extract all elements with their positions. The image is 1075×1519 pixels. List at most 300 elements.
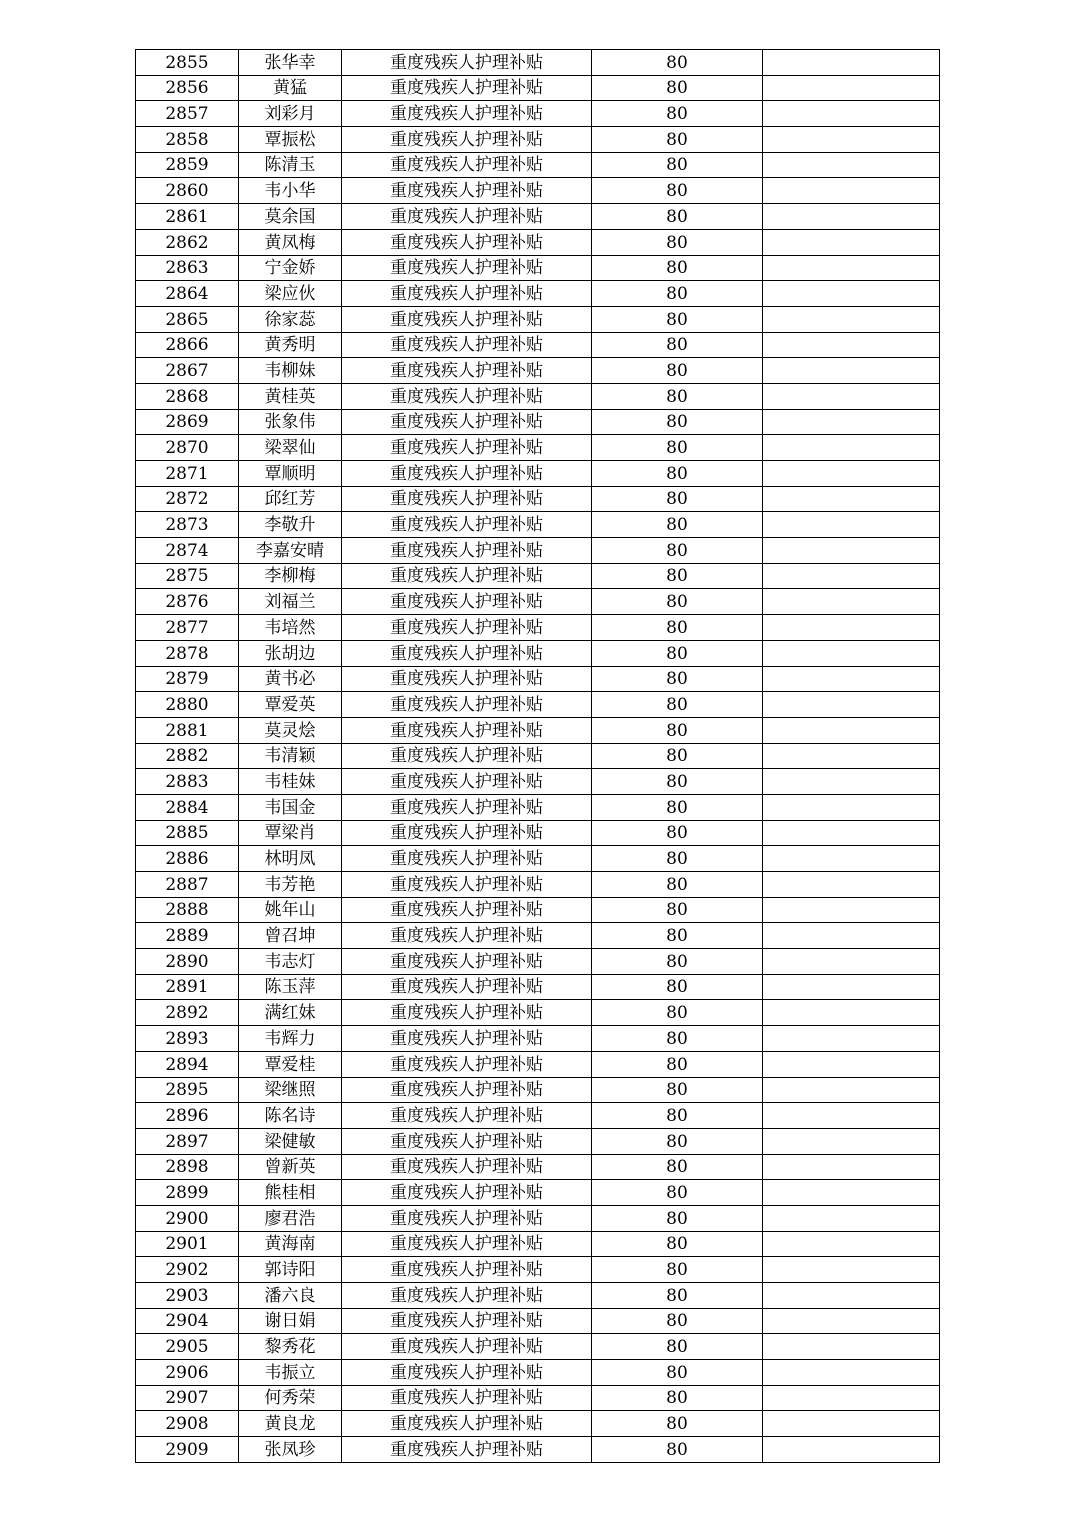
name-cell: 韦桂妹: [239, 769, 342, 795]
row-number-cell: 2865: [136, 306, 239, 332]
table-row: [136, 923, 940, 949]
table-row: [136, 383, 940, 409]
subsidy-item-cell: 重度残疾人护理补贴: [342, 538, 592, 564]
subsidy-item-cell: 重度残疾人护理补贴: [342, 178, 592, 204]
table-row: [136, 204, 940, 230]
subsidy-item-cell: 重度残疾人护理补贴: [342, 1000, 592, 1026]
subsidy-item-cell: 重度残疾人护理补贴: [342, 1128, 592, 1154]
note-cell: [763, 229, 940, 255]
amount-cell: 80: [592, 383, 763, 409]
table-row: [136, 1437, 940, 1463]
note-cell: [763, 1000, 940, 1026]
table-row: [136, 1077, 940, 1103]
subsidy-item-cell: 重度残疾人护理补贴: [342, 229, 592, 255]
row-number-cell: 2862: [136, 229, 239, 255]
table-row: [136, 872, 940, 898]
note-cell: [763, 306, 940, 332]
subsidy-item-cell: 重度残疾人护理补贴: [342, 435, 592, 461]
amount-cell: 80: [592, 461, 763, 487]
subsidy-item-cell: 重度残疾人护理补贴: [342, 692, 592, 718]
subsidy-item-cell: 重度残疾人护理补贴: [342, 50, 592, 76]
amount-cell: 80: [592, 769, 763, 795]
table-row: [136, 75, 940, 101]
note-cell: [763, 178, 940, 204]
name-cell: 黄秀明: [239, 332, 342, 358]
document-page: [135, 49, 939, 1463]
table-row: [136, 1308, 940, 1334]
row-number-cell: 2874: [136, 538, 239, 564]
note-cell: [763, 794, 940, 820]
table-row: [136, 1154, 940, 1180]
row-number-cell: 2855: [136, 50, 239, 76]
table-row: [136, 50, 940, 76]
note-cell: [763, 1257, 940, 1283]
subsidy-item-cell: 重度残疾人护理补贴: [342, 897, 592, 923]
row-number-cell: 2858: [136, 127, 239, 153]
name-cell: 黎秀花: [239, 1334, 342, 1360]
note-cell: [763, 717, 940, 743]
row-number-cell: 2857: [136, 101, 239, 127]
row-number-cell: 2896: [136, 1103, 239, 1129]
subsidy-item-cell: 重度残疾人护理补贴: [342, 846, 592, 872]
name-cell: 邱红芳: [239, 486, 342, 512]
subsidy-item-cell: 重度残疾人护理补贴: [342, 949, 592, 975]
note-cell: [763, 75, 940, 101]
table-row: [136, 281, 940, 307]
note-cell: [763, 255, 940, 281]
amount-cell: 80: [592, 332, 763, 358]
note-cell: [763, 666, 940, 692]
name-cell: 韦柳妹: [239, 358, 342, 384]
table-row: [136, 1334, 940, 1360]
subsidy-item-cell: 重度残疾人护理补贴: [342, 1411, 592, 1437]
subsidy-item-cell: 重度残疾人护理补贴: [342, 1360, 592, 1386]
table-row: [136, 640, 940, 666]
subsidy-item-cell: 重度残疾人护理补贴: [342, 101, 592, 127]
table-row: [136, 1257, 940, 1283]
table-row: [136, 332, 940, 358]
subsidy-item-cell: 重度残疾人护理补贴: [342, 306, 592, 332]
note-cell: [763, 486, 940, 512]
name-cell: 韦培然: [239, 615, 342, 641]
name-cell: 张凤珍: [239, 1437, 342, 1463]
table-row: [136, 306, 940, 332]
amount-cell: 80: [592, 127, 763, 153]
subsidy-item-cell: 重度残疾人护理补贴: [342, 666, 592, 692]
amount-cell: 80: [592, 358, 763, 384]
note-cell: [763, 538, 940, 564]
name-cell: 刘彩月: [239, 101, 342, 127]
amount-cell: 80: [592, 615, 763, 641]
row-number-cell: 2909: [136, 1437, 239, 1463]
note-cell: [763, 1128, 940, 1154]
table-row: [136, 974, 940, 1000]
note-cell: [763, 1231, 940, 1257]
note-cell: [763, 1437, 940, 1463]
amount-cell: 80: [592, 1231, 763, 1257]
table-row: [136, 1103, 940, 1129]
table-row: [136, 1205, 940, 1231]
row-number-cell: 2859: [136, 152, 239, 178]
table-row: [136, 1231, 940, 1257]
name-cell: 梁继照: [239, 1077, 342, 1103]
name-cell: 韦芳艳: [239, 872, 342, 898]
subsidy-item-cell: 重度残疾人护理补贴: [342, 589, 592, 615]
name-cell: 黄海南: [239, 1231, 342, 1257]
name-cell: 莫灵烩: [239, 717, 342, 743]
note-cell: [763, 1308, 940, 1334]
note-cell: [763, 949, 940, 975]
table-row: [136, 897, 940, 923]
subsidy-item-cell: 重度残疾人护理补贴: [342, 1180, 592, 1206]
table-row: [136, 152, 940, 178]
amount-cell: 80: [592, 486, 763, 512]
table-row: [136, 1360, 940, 1386]
note-cell: [763, 1334, 940, 1360]
amount-cell: 80: [592, 563, 763, 589]
row-number-cell: 2871: [136, 461, 239, 487]
subsidy-item-cell: 重度残疾人护理补贴: [342, 461, 592, 487]
subsidy-item-cell: 重度残疾人护理补贴: [342, 358, 592, 384]
subsidy-item-cell: 重度残疾人护理补贴: [342, 1154, 592, 1180]
subsidy-item-cell: 重度残疾人护理补贴: [342, 1283, 592, 1309]
table-row: [136, 1180, 940, 1206]
table-row: [136, 461, 940, 487]
amount-cell: 80: [592, 794, 763, 820]
name-cell: 覃爱桂: [239, 1051, 342, 1077]
table-row: [136, 101, 940, 127]
table-row: [136, 692, 940, 718]
name-cell: 刘福兰: [239, 589, 342, 615]
table-row: [136, 949, 940, 975]
row-number-cell: 2902: [136, 1257, 239, 1283]
subsidy-item-cell: 重度残疾人护理补贴: [342, 769, 592, 795]
table-row: [136, 538, 940, 564]
amount-cell: 80: [592, 1360, 763, 1386]
subsidy-item-cell: 重度残疾人护理补贴: [342, 563, 592, 589]
name-cell: 梁健敏: [239, 1128, 342, 1154]
name-cell: 韦振立: [239, 1360, 342, 1386]
amount-cell: 80: [592, 923, 763, 949]
subsidy-item-cell: 重度残疾人护理补贴: [342, 1257, 592, 1283]
row-number-cell: 2872: [136, 486, 239, 512]
table-row: [136, 255, 940, 281]
row-number-cell: 2883: [136, 769, 239, 795]
amount-cell: 80: [592, 435, 763, 461]
table-row: [136, 178, 940, 204]
row-number-cell: 2879: [136, 666, 239, 692]
table-row: [136, 1128, 940, 1154]
subsidy-item-cell: 重度残疾人护理补贴: [342, 820, 592, 846]
name-cell: 陈玉萍: [239, 974, 342, 1000]
subsidy-item-cell: 重度残疾人护理补贴: [342, 1231, 592, 1257]
amount-cell: 80: [592, 409, 763, 435]
table-row: [136, 820, 940, 846]
note-cell: [763, 1360, 940, 1386]
amount-cell: 80: [592, 897, 763, 923]
amount-cell: 80: [592, 1026, 763, 1052]
row-number-cell: 2860: [136, 178, 239, 204]
amount-cell: 80: [592, 589, 763, 615]
amount-cell: 80: [592, 512, 763, 538]
subsidy-item-cell: 重度残疾人护理补贴: [342, 281, 592, 307]
note-cell: [763, 409, 940, 435]
row-number-cell: 2906: [136, 1360, 239, 1386]
note-cell: [763, 383, 940, 409]
note-cell: [763, 1026, 940, 1052]
note-cell: [763, 1103, 940, 1129]
name-cell: 姚年山: [239, 897, 342, 923]
amount-cell: 80: [592, 1437, 763, 1463]
name-cell: 郭诗阳: [239, 1257, 342, 1283]
row-number-cell: 2886: [136, 846, 239, 872]
amount-cell: 80: [592, 1180, 763, 1206]
note-cell: [763, 281, 940, 307]
row-number-cell: 2868: [136, 383, 239, 409]
table-row: [136, 846, 940, 872]
row-number-cell: 2908: [136, 1411, 239, 1437]
name-cell: 梁翠仙: [239, 435, 342, 461]
amount-cell: 80: [592, 666, 763, 692]
subsidy-item-cell: 重度残疾人护理补贴: [342, 1437, 592, 1463]
subsidy-item-cell: 重度残疾人护理补贴: [342, 152, 592, 178]
row-number-cell: 2892: [136, 1000, 239, 1026]
amount-cell: 80: [592, 152, 763, 178]
subsidy-item-cell: 重度残疾人护理补贴: [342, 255, 592, 281]
name-cell: 黄书必: [239, 666, 342, 692]
amount-cell: 80: [592, 1051, 763, 1077]
subsidy-item-cell: 重度残疾人护理补贴: [342, 1103, 592, 1129]
name-cell: 满红妹: [239, 1000, 342, 1026]
amount-cell: 80: [592, 50, 763, 76]
note-cell: [763, 1051, 940, 1077]
subsidy-item-cell: 重度残疾人护理补贴: [342, 127, 592, 153]
amount-cell: 80: [592, 692, 763, 718]
table-row: [136, 512, 940, 538]
table-row: [136, 743, 940, 769]
note-cell: [763, 923, 940, 949]
amount-cell: 80: [592, 204, 763, 230]
table-row: [136, 127, 940, 153]
amount-cell: 80: [592, 1128, 763, 1154]
table-row: [136, 615, 940, 641]
table-row: [136, 589, 940, 615]
row-number-cell: 2889: [136, 923, 239, 949]
note-cell: [763, 615, 940, 641]
amount-cell: 80: [592, 75, 763, 101]
table-row: [136, 794, 940, 820]
name-cell: 覃爱英: [239, 692, 342, 718]
name-cell: 韦小华: [239, 178, 342, 204]
row-number-cell: 2873: [136, 512, 239, 538]
row-number-cell: 2904: [136, 1308, 239, 1334]
note-cell: [763, 127, 940, 153]
amount-cell: 80: [592, 1385, 763, 1411]
subsidy-roster-table: [135, 49, 940, 1463]
table-row: [136, 1051, 940, 1077]
name-cell: 李敬升: [239, 512, 342, 538]
amount-cell: 80: [592, 974, 763, 1000]
table-row: [136, 435, 940, 461]
row-number-cell: 2884: [136, 794, 239, 820]
name-cell: 潘六良: [239, 1283, 342, 1309]
name-cell: 熊桂相: [239, 1180, 342, 1206]
amount-cell: 80: [592, 306, 763, 332]
note-cell: [763, 743, 940, 769]
row-number-cell: 2877: [136, 615, 239, 641]
row-number-cell: 2882: [136, 743, 239, 769]
amount-cell: 80: [592, 1077, 763, 1103]
row-number-cell: 2878: [136, 640, 239, 666]
row-number-cell: 2861: [136, 204, 239, 230]
name-cell: 徐家蕊: [239, 306, 342, 332]
amount-cell: 80: [592, 1205, 763, 1231]
row-number-cell: 2885: [136, 820, 239, 846]
note-cell: [763, 563, 940, 589]
amount-cell: 80: [592, 281, 763, 307]
amount-cell: 80: [592, 1334, 763, 1360]
row-number-cell: 2867: [136, 358, 239, 384]
note-cell: [763, 152, 940, 178]
name-cell: 覃顺明: [239, 461, 342, 487]
table-row: [136, 1385, 940, 1411]
note-cell: [763, 1154, 940, 1180]
subsidy-item-cell: 重度残疾人护理补贴: [342, 204, 592, 230]
subsidy-item-cell: 重度残疾人护理补贴: [342, 1308, 592, 1334]
amount-cell: 80: [592, 178, 763, 204]
row-number-cell: 2887: [136, 872, 239, 898]
subsidy-item-cell: 重度残疾人护理补贴: [342, 1334, 592, 1360]
name-cell: 韦国金: [239, 794, 342, 820]
subsidy-item-cell: 重度残疾人护理补贴: [342, 486, 592, 512]
note-cell: [763, 1077, 940, 1103]
row-number-cell: 2863: [136, 255, 239, 281]
name-cell: 张象伟: [239, 409, 342, 435]
amount-cell: 80: [592, 820, 763, 846]
note-cell: [763, 589, 940, 615]
name-cell: 黄良龙: [239, 1411, 342, 1437]
name-cell: 陈名诗: [239, 1103, 342, 1129]
row-number-cell: 2899: [136, 1180, 239, 1206]
row-number-cell: 2893: [136, 1026, 239, 1052]
name-cell: 梁应伙: [239, 281, 342, 307]
name-cell: 张华幸: [239, 50, 342, 76]
note-cell: [763, 872, 940, 898]
name-cell: 韦志灯: [239, 949, 342, 975]
row-number-cell: 2903: [136, 1283, 239, 1309]
table-row: [136, 666, 940, 692]
name-cell: 李嘉安晴: [239, 538, 342, 564]
amount-cell: 80: [592, 101, 763, 127]
note-cell: [763, 358, 940, 384]
note-cell: [763, 435, 940, 461]
amount-cell: 80: [592, 229, 763, 255]
amount-cell: 80: [592, 1308, 763, 1334]
row-number-cell: 2888: [136, 897, 239, 923]
amount-cell: 80: [592, 846, 763, 872]
name-cell: 黄凤梅: [239, 229, 342, 255]
name-cell: 覃梁肖: [239, 820, 342, 846]
subsidy-item-cell: 重度残疾人护理补贴: [342, 1051, 592, 1077]
note-cell: [763, 512, 940, 538]
subsidy-item-cell: 重度残疾人护理补贴: [342, 923, 592, 949]
table-row: [136, 486, 940, 512]
note-cell: [763, 204, 940, 230]
subsidy-item-cell: 重度残疾人护理补贴: [342, 640, 592, 666]
note-cell: [763, 1205, 940, 1231]
subsidy-item-cell: 重度残疾人护理补贴: [342, 75, 592, 101]
name-cell: 林明凤: [239, 846, 342, 872]
table-row: [136, 769, 940, 795]
row-number-cell: 2856: [136, 75, 239, 101]
note-cell: [763, 50, 940, 76]
subsidy-item-cell: 重度残疾人护理补贴: [342, 512, 592, 538]
table-row: [136, 563, 940, 589]
amount-cell: 80: [592, 743, 763, 769]
subsidy-item-cell: 重度残疾人护理补贴: [342, 872, 592, 898]
amount-cell: 80: [592, 949, 763, 975]
row-number-cell: 2880: [136, 692, 239, 718]
subsidy-item-cell: 重度残疾人护理补贴: [342, 743, 592, 769]
row-number-cell: 2898: [136, 1154, 239, 1180]
name-cell: 覃振松: [239, 127, 342, 153]
subsidy-item-cell: 重度残疾人护理补贴: [342, 409, 592, 435]
amount-cell: 80: [592, 255, 763, 281]
amount-cell: 80: [592, 1283, 763, 1309]
name-cell: 谢日娟: [239, 1308, 342, 1334]
row-number-cell: 2905: [136, 1334, 239, 1360]
name-cell: 陈清玉: [239, 152, 342, 178]
table-row: [136, 409, 940, 435]
subsidy-item-cell: 重度残疾人护理补贴: [342, 383, 592, 409]
amount-cell: 80: [592, 1000, 763, 1026]
note-cell: [763, 1180, 940, 1206]
table-row: [136, 1026, 940, 1052]
row-number-cell: 2890: [136, 949, 239, 975]
note-cell: [763, 846, 940, 872]
table-row: [136, 1411, 940, 1437]
subsidy-item-cell: 重度残疾人护理补贴: [342, 1026, 592, 1052]
row-number-cell: 2901: [136, 1231, 239, 1257]
amount-cell: 80: [592, 1154, 763, 1180]
row-number-cell: 2870: [136, 435, 239, 461]
row-number-cell: 2869: [136, 409, 239, 435]
note-cell: [763, 332, 940, 358]
table-row: [136, 229, 940, 255]
name-cell: 韦辉力: [239, 1026, 342, 1052]
row-number-cell: 2897: [136, 1128, 239, 1154]
note-cell: [763, 461, 940, 487]
table-row: [136, 1000, 940, 1026]
note-cell: [763, 640, 940, 666]
name-cell: 曾新英: [239, 1154, 342, 1180]
row-number-cell: 2900: [136, 1205, 239, 1231]
note-cell: [763, 897, 940, 923]
subsidy-item-cell: 重度残疾人护理补贴: [342, 615, 592, 641]
row-number-cell: 2907: [136, 1385, 239, 1411]
row-number-cell: 2894: [136, 1051, 239, 1077]
name-cell: 宁金娇: [239, 255, 342, 281]
row-number-cell: 2881: [136, 717, 239, 743]
note-cell: [763, 692, 940, 718]
row-number-cell: 2876: [136, 589, 239, 615]
table-row: [136, 358, 940, 384]
amount-cell: 80: [592, 1103, 763, 1129]
name-cell: 曾召坤: [239, 923, 342, 949]
subsidy-item-cell: 重度残疾人护理补贴: [342, 717, 592, 743]
amount-cell: 80: [592, 717, 763, 743]
name-cell: 张胡边: [239, 640, 342, 666]
